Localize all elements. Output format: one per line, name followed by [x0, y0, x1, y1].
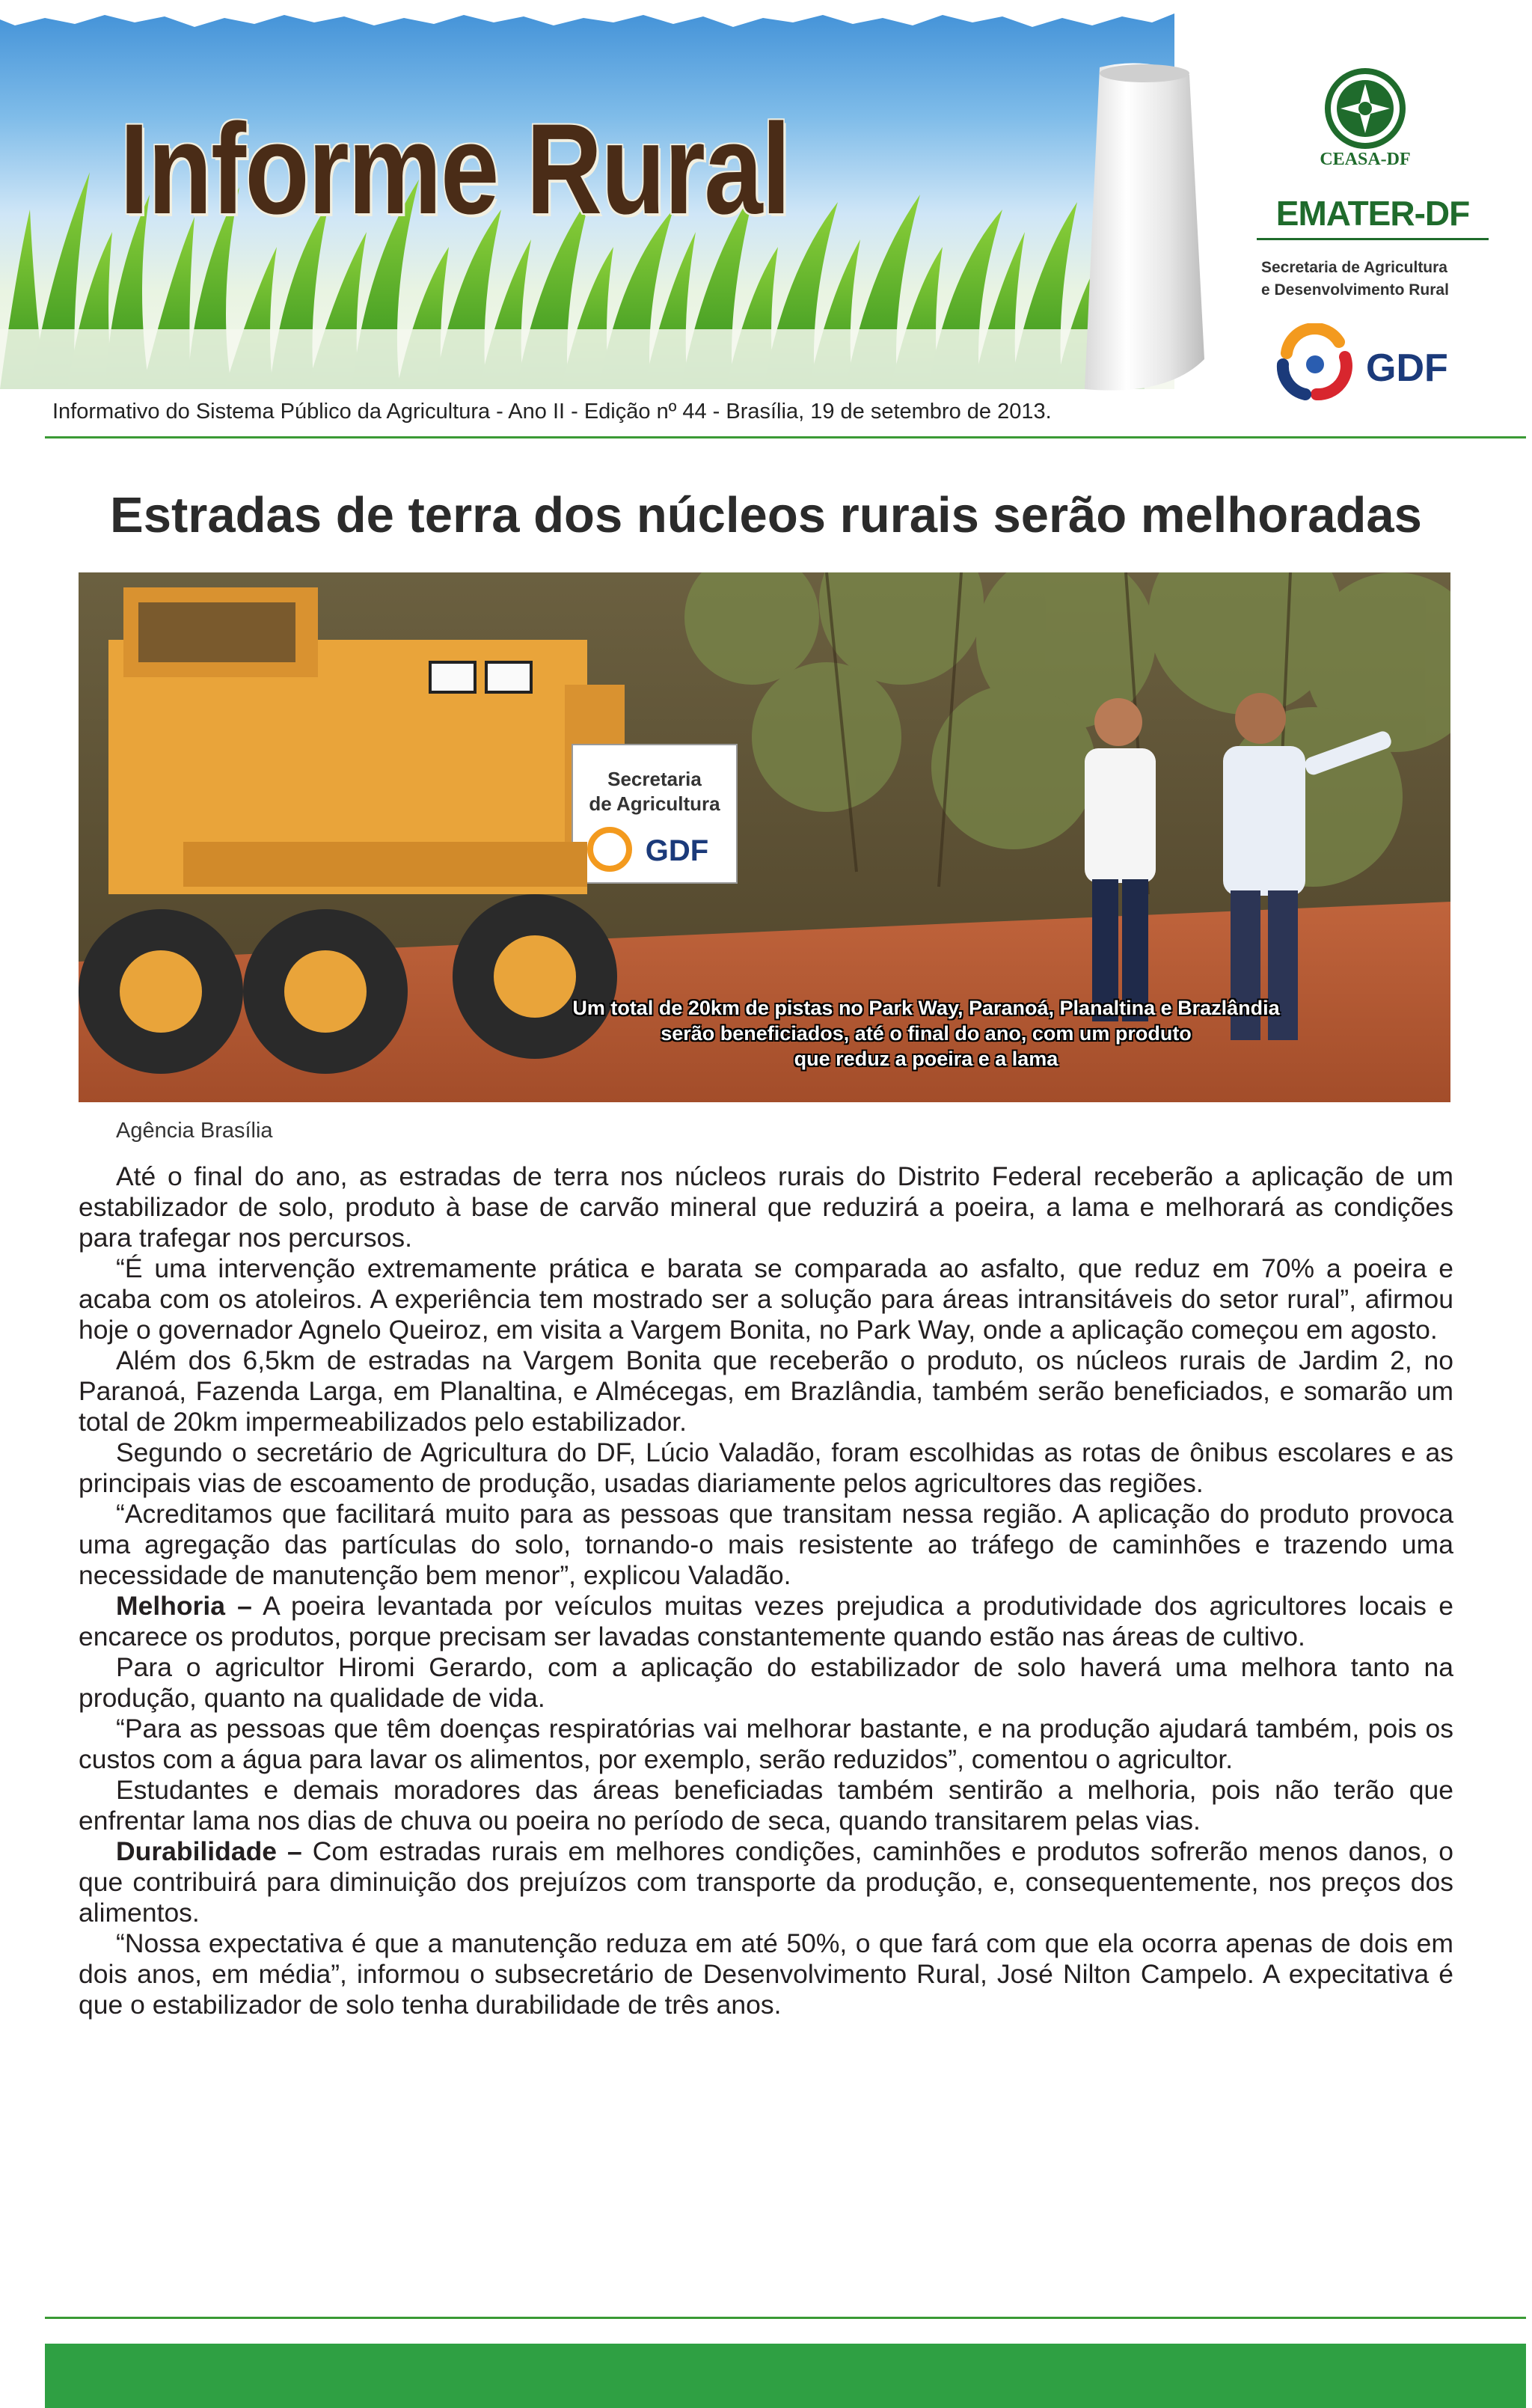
gdf-logo-text: GDF: [1366, 346, 1448, 390]
ceasa-logo-icon: [1324, 67, 1406, 150]
emater-logo: EMATER-DF: [1275, 194, 1470, 233]
paragraph-6-text: A poeira levantada por veículos muitas vezes prejudica a produtividade dos agricultores locais e encarece os produtos, porque precisam ser lavadas constantemente quando estão nas áreas de cultivo.: [79, 1591, 1453, 1651]
paragraph-5: “Acreditamos que facilitará muito para as pessoas que transitam nessa região. A aplicação do produto provoca uma agregação das partículas do solo, tornando-o mais resistente ao tráfego de caminhões e trazendo uma necessidade de manutenção bem menor”, explicou Valadão.: [79, 1499, 1453, 1590]
torn-paper-edge: [0, 0, 1174, 45]
paragraph-3: Além dos 6,5km de estradas na Vargem Bonita que receberão o produto, os núcleos rurais de Jardim 2, no Paranoá, Fazenda Larga, em Planaltina, e Almécegas, em Brazlândia, também serão beneficiados, e somarão um total de 20km impermeabilizados pelo estabilizador.: [79, 1345, 1453, 1437]
edition-line: Informativo do Sistema Público da Agricultura - Ano II - Edição nº 44 - Brasília, 19 de setembro de 2013.: [52, 400, 1052, 424]
paragraph-8: “Para as pessoas que têm doenças respiratórias vai melhorar bastante, e na produção ajudará também, pois os custos com a água para lavar os alimentos, por exemplo, serão reduzidos”, comentou o agricultor.: [79, 1714, 1453, 1774]
header-divider: [45, 436, 1526, 438]
emater-underline: [1257, 238, 1489, 240]
paragraph-9: Estudantes e demais moradores das áreas beneficiadas também sentirão a melhoria, pois não terão que enfrentar lama nos dias de chuva ou poeira no período de seca, quando transitarem pelas vias.: [79, 1775, 1453, 1836]
paragraph-10-text: Com estradas rurais em melhores condições, caminhões e produtos sofrerão menos danos, o que contribuirá para diminuição dos prejuízos com transporte da produção, e, consequentemente, nos preços dos alimentos.: [79, 1836, 1453, 1928]
newsletter-title: Informe Rural: [120, 97, 790, 241]
photo-caption-line2: serão beneficiados, até o final do ano, com um produto: [661, 1022, 1192, 1045]
paragraph-11: “Nossa expectativa é que a manutenção reduza em até 50%, o que fará com que ela ocorra apenas de dois em dois anos, em média”, informou o subsecretário de Desenvolvimento Rural, José Nilton Campelo. A expecitativa é que o estabilizador de solo tenha durabilidade de três anos.: [79, 1928, 1453, 2020]
footer-divider: [45, 2317, 1526, 2319]
section-lead-durabilidade: Durabilidade –: [116, 1836, 302, 1866]
paragraph-2: “É uma intervenção extremamente prática e barata se comparada ao asfalto, que reduz em 70% a poeira e acaba com os atoleiros. A experiência tem mostrado ser a solução para áreas intransitáveis do setor rural”, afirmou hoje o governador Agnelo Queiroz, em visita a Vargem Bonita, no Park Way, onde a aplicação começou em agosto.: [79, 1253, 1453, 1345]
paper-roll-graphic: [1055, 60, 1249, 412]
paragraph-6: [79, 1591, 1453, 1652]
secretaria-label-line2: e Desenvolvimento Rural: [1261, 281, 1449, 299]
photo-credit: Agência Brasília: [116, 1119, 273, 1143]
secretaria-label-line1: Secretaria de Agricultura: [1261, 259, 1447, 276]
sign-gdf: GDF: [645, 834, 709, 867]
paragraph-4: Segundo o secretário de Agricultura do DF, Lúcio Valadão, foram escolhidas as rotas de ônibus escolares e as principais vias de escoamento de produção, usadas diariamente pelos agricultores das regiões.: [79, 1437, 1453, 1498]
article-body: [79, 1161, 1453, 2020]
photo-caption-line1: Um total de 20km de pistas no Park Way, Paranoá, Planaltina e Brazlândia: [572, 997, 1280, 1019]
sign-line1: Secretaria: [607, 768, 702, 790]
article-headline: Estradas de terra dos núcleos rurais serão melhoradas: [110, 487, 1422, 543]
gdf-logo-icon: [1272, 323, 1361, 406]
ceasa-label: CEASA-DF: [1320, 150, 1411, 169]
sign-line2: de Agricultura: [589, 792, 720, 815]
masthead-banner: [0, 0, 1174, 389]
photo-caption-line3: que reduz a poeira e a lama: [794, 1048, 1058, 1070]
paragraph-1: Até o final do ano, as estradas de terra nos núcleos rurais do Distrito Federal receberão a aplicação de um estabilizador de solo, produto à base de carvão mineral que reduzirá a poeira, a lama e melhorará as condições para trafegar nos percursos.: [79, 1161, 1453, 1253]
paragraph-10: [79, 1836, 1453, 1928]
section-lead-melhoria: Melhoria –: [116, 1591, 252, 1621]
paragraph-7: Para o agricultor Hiromi Gerardo, com a aplicação do estabilizador de solo haverá uma melhora tanto na produção, quanto na qualidade de vida.: [79, 1652, 1453, 1713]
footer-bar: [45, 2344, 1526, 2408]
